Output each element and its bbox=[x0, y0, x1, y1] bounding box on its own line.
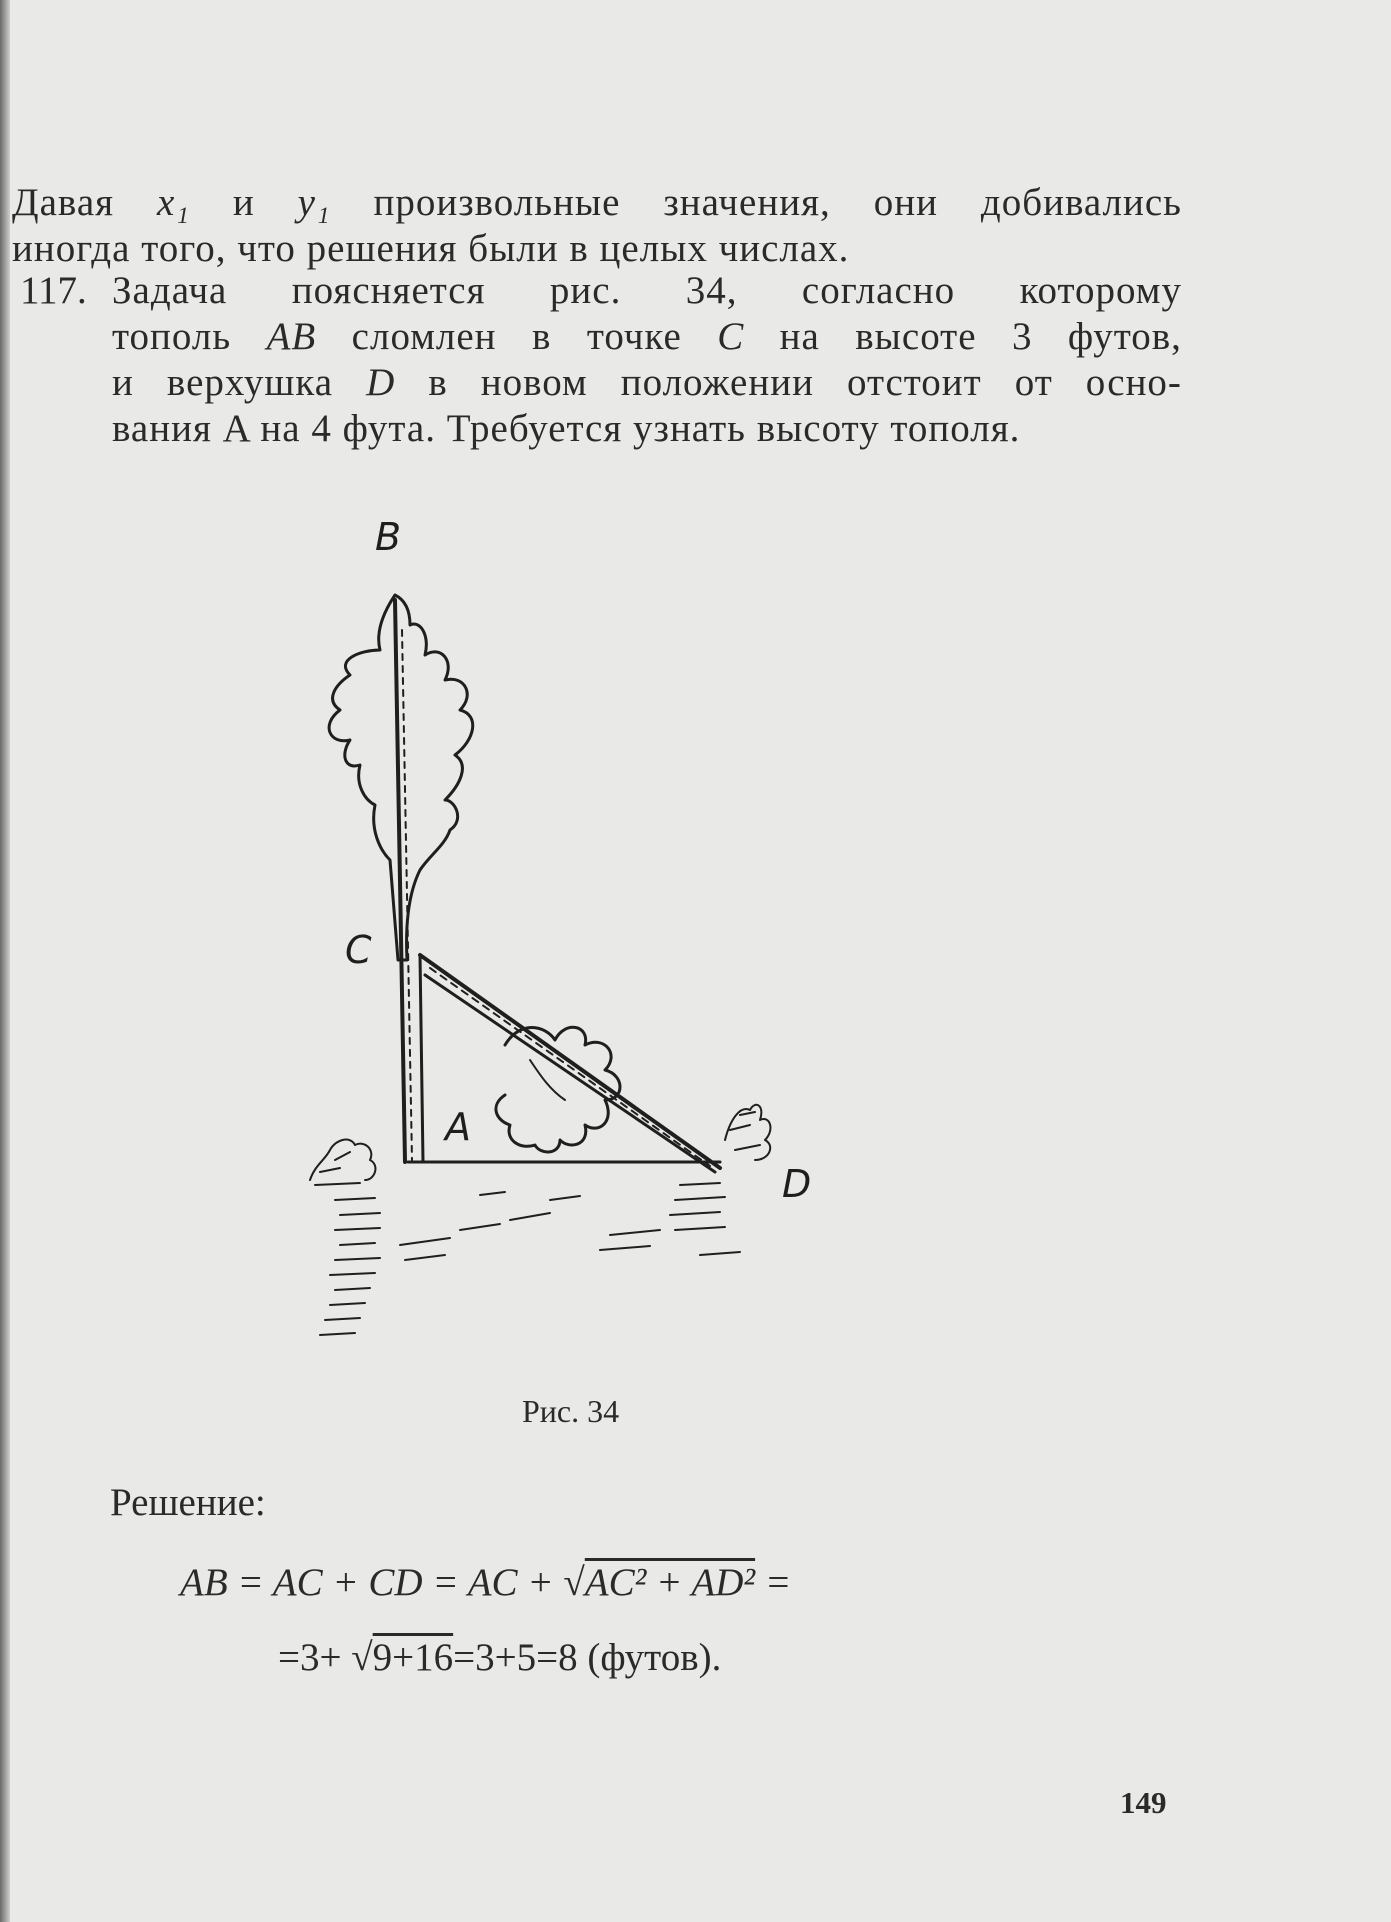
word: 3 bbox=[1011, 315, 1033, 358]
word: Задача bbox=[112, 269, 228, 312]
word: и bbox=[232, 181, 255, 224]
word: значения, bbox=[663, 181, 831, 224]
word: точке bbox=[586, 315, 682, 358]
word: осно- bbox=[1085, 361, 1182, 404]
problem-line-3 bbox=[112, 360, 1182, 406]
formula-2-radicand: 9+16 bbox=[372, 1636, 454, 1679]
variable-y1: y₁ bbox=[297, 181, 331, 224]
formula-1-radicand: AC² + AD² bbox=[584, 1561, 756, 1604]
formula-1-end: = bbox=[755, 1561, 792, 1604]
shrub-a bbox=[310, 1140, 375, 1185]
variable-d: D bbox=[366, 361, 396, 404]
label-a: A bbox=[445, 1105, 471, 1149]
intro-line-2: иногда того, что решения были в целых числах. bbox=[12, 227, 850, 270]
word: на bbox=[779, 315, 820, 358]
solution-formula-2 bbox=[278, 1635, 721, 1680]
label-c: C bbox=[345, 928, 372, 972]
word: рис. bbox=[549, 269, 622, 312]
word: добивались bbox=[980, 181, 1182, 224]
word: от bbox=[1014, 361, 1053, 404]
word: которому bbox=[1019, 269, 1182, 312]
hypotenuse-dashed bbox=[430, 968, 710, 1166]
figure-caption: Рис. 34 bbox=[522, 1393, 620, 1429]
word: футов, bbox=[1067, 315, 1182, 358]
variable-c: C bbox=[717, 315, 745, 358]
formula-2-left: =3+ √ bbox=[278, 1636, 373, 1679]
word: высоте bbox=[855, 315, 977, 358]
formula-1-left: AB = AC + CD = AC + √ bbox=[180, 1561, 585, 1604]
word: новом bbox=[480, 361, 588, 404]
shrub-d bbox=[725, 1105, 770, 1160]
water-reflection bbox=[320, 1183, 740, 1335]
solution-formula-1 bbox=[180, 1560, 791, 1605]
trunk-right bbox=[420, 955, 423, 1162]
label-d: D bbox=[782, 1162, 812, 1206]
problem-line-4: вания A на 4 фута. Требуется узнать высоту тополя. bbox=[112, 407, 1021, 450]
variable-x1: x₁ bbox=[157, 181, 190, 224]
problem-number: 117. bbox=[20, 269, 87, 312]
word: и bbox=[112, 361, 134, 404]
word: поясняется bbox=[291, 269, 486, 312]
solution-heading: Решение: bbox=[110, 1481, 266, 1524]
word: в bbox=[531, 315, 552, 358]
word: они bbox=[873, 181, 938, 224]
word: сломлен bbox=[351, 315, 497, 358]
word: отстоит bbox=[846, 361, 982, 404]
word: положении bbox=[620, 361, 814, 404]
word: 34, bbox=[685, 269, 738, 312]
word: Давая bbox=[12, 181, 115, 224]
word: тополь bbox=[112, 315, 232, 358]
formula-2-result: =3+5=8 (футов). bbox=[453, 1636, 722, 1679]
problem-line-1 bbox=[112, 268, 1182, 314]
problem-line-2 bbox=[112, 314, 1182, 360]
word: произвольные bbox=[373, 181, 621, 224]
word: согласно bbox=[801, 269, 956, 312]
variable-ab: AB bbox=[266, 315, 317, 358]
page-edge-shadow bbox=[0, 0, 10, 1922]
word: верхушка bbox=[166, 361, 334, 404]
label-b: B bbox=[375, 515, 402, 559]
word: в bbox=[428, 361, 448, 404]
intro-line-1 bbox=[12, 180, 1182, 226]
page-number: 149 bbox=[1120, 1785, 1167, 1820]
